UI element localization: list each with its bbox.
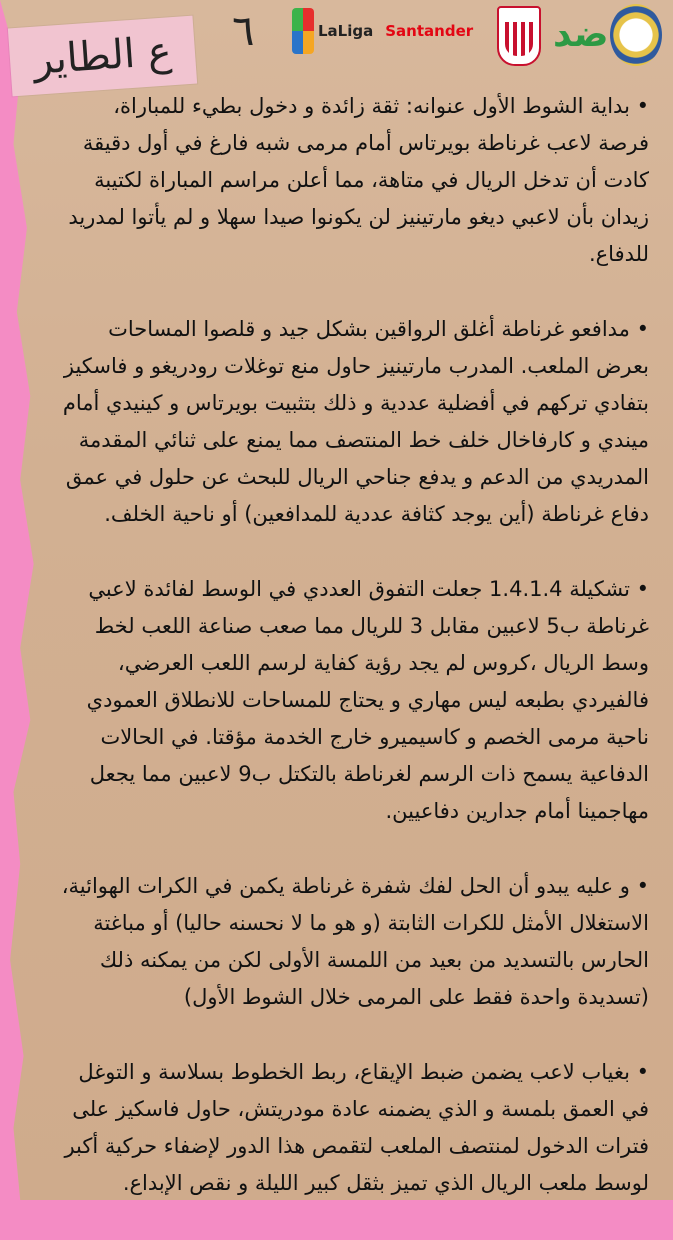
real-madrid-crest-icon	[610, 4, 662, 66]
santander-text: Santander	[385, 22, 474, 40]
paragraph: • مدافعو غرناطة أغلق الرواقين بشكل جيد و قلصوا المساحات بعرض الملعب. المدرب مارتينيز حاول منع توغلات رودريغو و فاسكيز بتفادي تركهم في أفضلية عددية و ذلك بتثبيت بويرتاس و كينيدي أمام ميندي و كارفاخال خلف خط المنتصف مما يمنع على ثنائي المقدمة المدريدي من الدعم و يدفع جناحي الريال للبحث عن حلول في عمق دفاع غرناطة (أين يوجد كثافة عددية للمدافعين) أو ناحية الخلف.	[62, 317, 649, 526]
handle-tag	[8, 16, 197, 97]
laliga-icon	[292, 8, 314, 54]
paragraph: • و عليه يبدو أن الحل لفك شفرة غرناطة يكمن في الكرات الهوائية، الاستغلال الأمثل للكرات الثابتة (و هو ما لا نحسنه حاليا) أو مباغتة الحارس بالتسديد من بعيد من اللمسة الأولى لكن من يمكنه ذلك (تسديدة واحدة فقط على المرمى خلال الشوط الأول)	[61, 874, 649, 1009]
paragraph: • بداية الشوط الأول عنوانه: ثقة زائدة و دخول بطيء للمباراة، فرصة لاعب غرناطة بويرتاس أمام مرمى شبه فارغ في أول دقيقة كادت أن تدخل الريال في متاهة، مما أعلن مراسم المباراة لكتيبة زيدان بأن لاعبي ديغو مارتينيز لن يكونوا صيدا سهلا و لم يأتوا لمدريد للدفاع.	[68, 94, 649, 266]
header	[0, 0, 673, 84]
article-body	[60, 88, 649, 1240]
league-sponsor-logo	[292, 8, 473, 54]
paragraph: • بغياب لاعب يضمن ضبط الإيقاع، ربط الخطوط بسلاسة و التوغل في العمق بلمسة و الذي يضمنه عادة مودريتش، حاول فاسكيز على فترات الدخول لمنتصف الملعب لتقمص هذا الدور لإضفاء حركية أكبر لوسط ملعب الريال الذي تميز بثقل كبير الليلة و نقص الإبداع.	[64, 1060, 649, 1195]
granada-crest-icon	[497, 6, 541, 66]
handle-text: ع الطاير	[32, 28, 173, 84]
paragraph: • تشكيلة 1.4.1.4 جعلت التفوق العددي في الوسط لفائدة لاعبي غرناطة ب5 لاعبين مقابل 3 للريال مما صعب صناعة اللعب لخط وسط الريال ،كروس لم يجد رؤية كفاية لرسم اللعب العرضي، فالفيردي بطبعه ليس مهاري و يحتاج للمساحات للانطلاق العمودي ناحية مرمى الخصم و كاسيميرو خارج الخدمة مؤقتا. في الحالات الدفاعية يسمح ذات الرسم لغرناطة بالتكتل ب9 لاعبين مما يجعل مهاجمينا أمام جدارين دفاعيين.	[86, 577, 649, 823]
page-number: ٦	[232, 6, 255, 55]
laliga-text: LaLiga	[318, 22, 374, 40]
versus-label: ضد	[553, 14, 609, 55]
